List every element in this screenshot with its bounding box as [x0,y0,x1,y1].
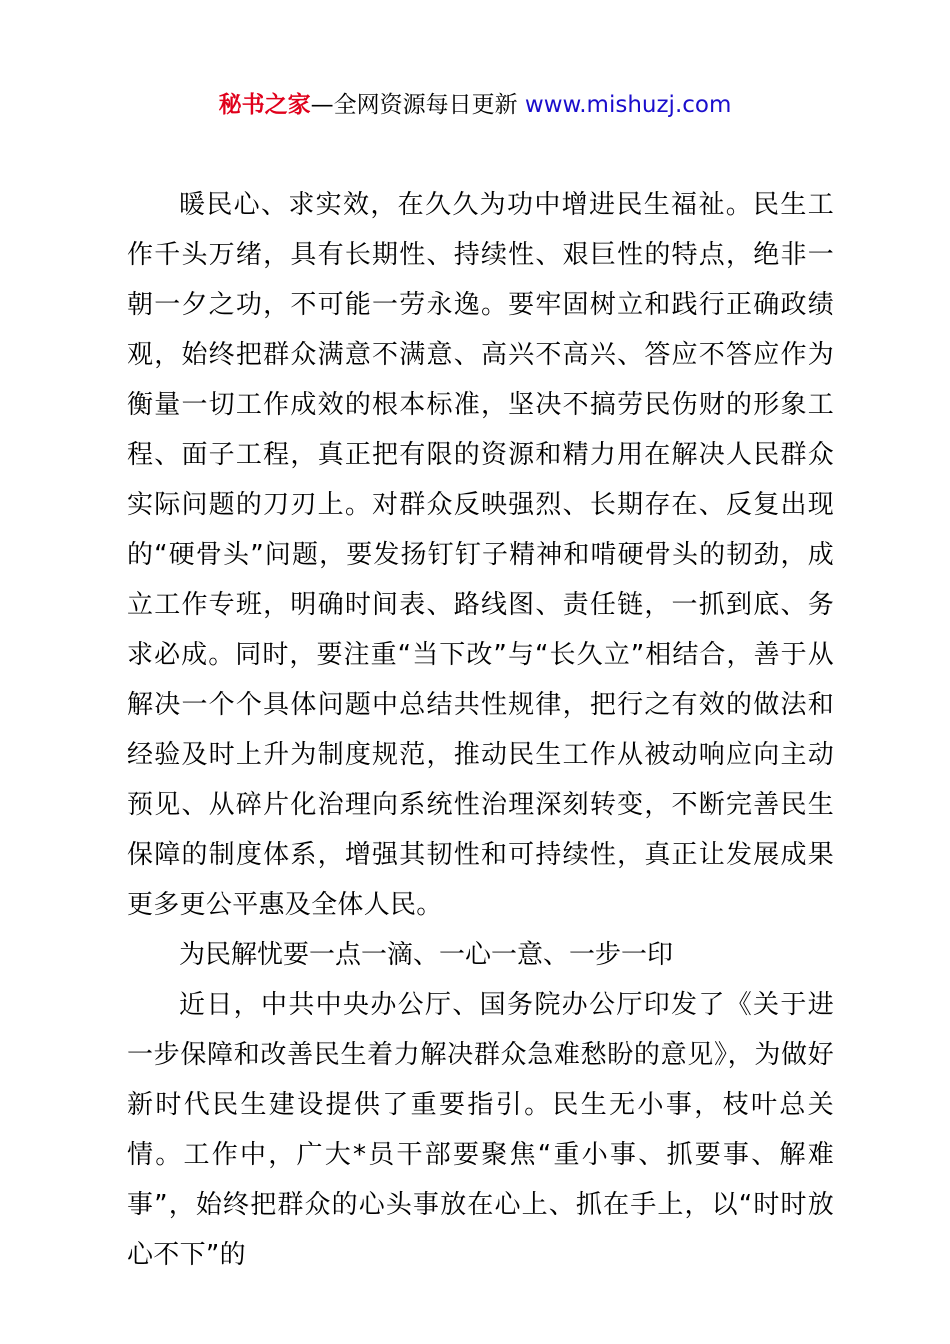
paragraph-livelihood-effectiveness: 暖民心、求实效，在久久为功中增进民生福祉。民生工作千头万绪，具有长期性、持续性、艰巨性的特点，绝非一朝一夕之功，不可能一劳永逸。要牢固树立和践行正确政绩观，始终把群众满意不满意、高兴不高兴、答应不答应作为衡量一切工作成效的根本标准，坚决不搞劳民伤财的形象工程、面子工程，真正把有限的资源和精力用在解决人民群众实际问题的刀刃上。对群众反映强烈、长期存在、反复出现的“硬骨头”问题，要发扬钉钉子精神和啃硬骨头的韧劲，成立工作专班，明确时间表、路线图、责任链，一抓到底、务求必成。同时，要注重“当下改”与“长久立”相结合，善于从解决一个个具体问题中总结共性规律，把行之有效的做法和经验及时上升为制度规范，推动民生工作从被动响应向主动预见、从碎片化治理向系统性治理深刻转变，不断完善民生保障的制度体系，增强其韧性和可持续性，真正让发展成果更多更公平惠及全体人民。 [127,190,834,920]
document-body [127,180,834,1280]
header-tagline: —全网资源每日更新 [310,92,518,118]
brand-name: 秘书之家 [218,92,311,118]
page-header [0,88,950,122]
section-heading: 为民解忧要一点一滴、一心一意、一步一印 [179,940,674,970]
site-url-link[interactable]: www.mishuzj.com [524,92,732,118]
paragraph-recent-opinion: 近日，中共中央办公厅、国务院办公厅印发了《关于进一步保障和改善民生着力解决群众急难愁盼的意见》，为做好新时代民生建设提供了重要指引。民生无小事，枝叶总关情。工作中，广大*员干部要聚焦“重小事、抓要事、解难事”，始终把群众的心头事放在心上、抓在手上，以“时时放心不下”的 [127,990,834,1270]
